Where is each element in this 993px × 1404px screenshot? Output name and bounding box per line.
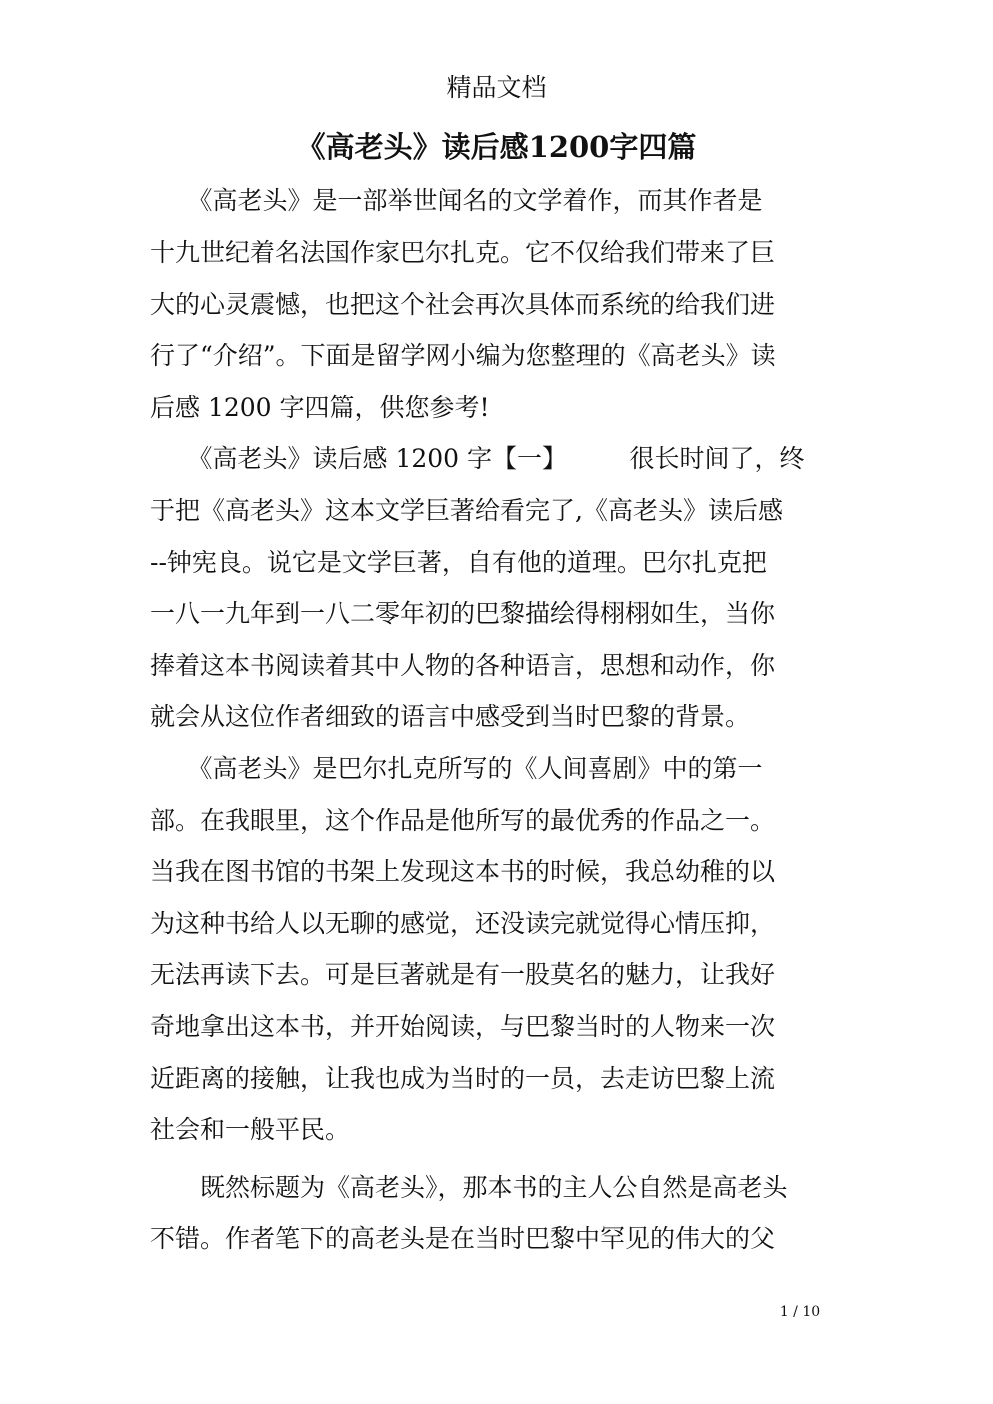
page-header: 精品文档	[446, 73, 547, 102]
text-line: 奇地拿出这本书，并开始阅读，与巴黎当时的人物来一次	[150, 1012, 776, 1041]
text-line: 捧着这本书阅读着其中人物的各种语言，思想和动作，你	[150, 651, 776, 680]
text-line: 就会从这位作者细致的语言中感受到当时巴黎的背景。	[150, 702, 751, 731]
text-line: 于把《高老头》这本文学巨著给看完了,《高老头》读后感	[150, 496, 783, 525]
text-line: 社会和一般平民。	[150, 1115, 351, 1144]
text-line: 行了“介绍”。下面是留学网小编为您整理的《高老头》读	[150, 341, 776, 370]
text-line: 《高老头》是巴尔扎克所写的《人间喜剧》中的第一	[150, 754, 763, 783]
text-line: 为这种书给人以无聊的感觉，还没读完就觉得心情压抑，	[150, 909, 776, 938]
text-line: --钟宪良。说它是文学巨著，自有他的道理。巴尔扎克把	[150, 548, 767, 577]
text-line: 一八一九年到一八二零年初的巴黎描绘得栩栩如生，当你	[150, 599, 776, 628]
page-number: 1 / 10	[779, 1304, 821, 1320]
text-line: 后感 1200 字四篇，供您参考!	[150, 393, 490, 422]
text-line: 《高老头》是一部举世闻名的文学着作，而其作者是	[150, 186, 763, 215]
text-line: 不错。作者笔下的高老头是在当时巴黎中罕见的伟大的父	[150, 1224, 776, 1253]
text-line: 《高老头》读后感 1200 字【一】 很长时间了，终	[150, 444, 805, 473]
text-line: 既然标题为《高老头》，那本书的主人公自然是高老头	[150, 1173, 788, 1202]
text-line: 无法再读下去。可是巨著就是有一股莫名的魅力，让我好	[150, 960, 776, 989]
document-title: 《高老头》读后感1200字四篇	[296, 130, 697, 164]
text-line: 部。在我眼里，这个作品是他所写的最优秀的作品之一。	[150, 806, 776, 835]
text-line: 大的心灵震憾，也把这个社会再次具体而系统的给我们进	[150, 290, 776, 319]
text-line: 当我在图书馆的书架上发现这本书的时候，我总幼稚的以	[150, 857, 776, 886]
text-line: 近距离的接触，让我也成为当时的一员，去走访巴黎上流	[150, 1064, 776, 1093]
text-line: 十九世纪着名法国作家巴尔扎克。它不仅给我们带来了巨	[150, 238, 776, 267]
